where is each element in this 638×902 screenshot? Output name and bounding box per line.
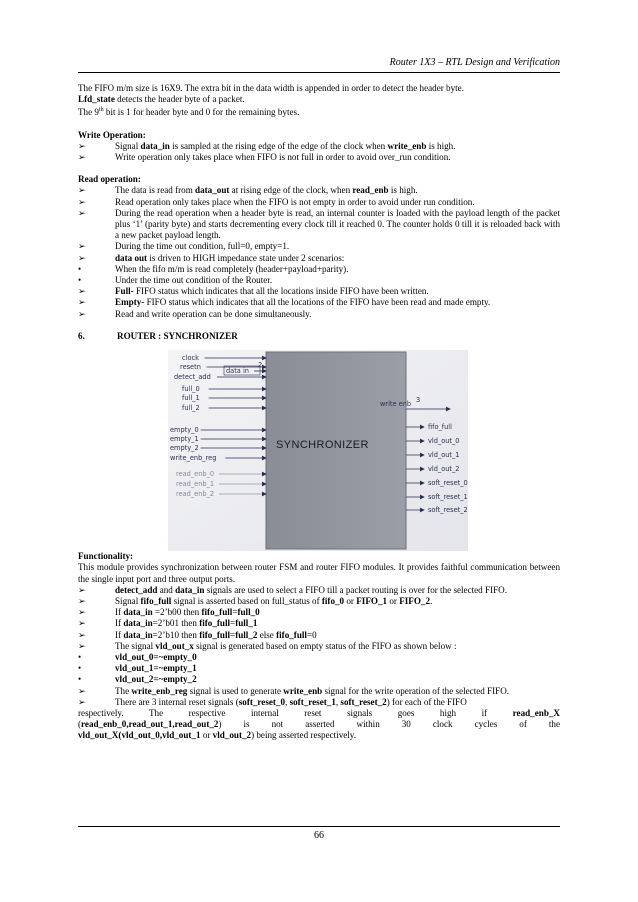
arrow-bullet-icon: ➢ [78,207,86,218]
dot-bullet-icon: • [78,651,82,662]
intro-line-1: The FIFO m/m size is 16X9. The extra bit in the data width is appended in order to detect the header byte. [78,83,464,93]
list-item: ➢ Write operation only takes place when FIFO is not full in order to avoid over_run condition. [78,152,451,163]
arrow-bullet-icon: ➢ [78,629,86,640]
list-item: ➢ detect_add and data_in signals are used to select a FIFO till a packet routing is over for the selected FIFO. [78,584,507,595]
list-item: • vld_out_1=~empty_1 [78,663,197,674]
output-signal-label: soft_reset_2 [428,506,468,515]
list-item: ➢ Empty- FIFO status which indicates that all the locations of the FIFO have been read and made empty. [78,297,491,308]
footer-rule [78,826,560,827]
input-signal-label: write_enb_reg [170,454,217,463]
list-item: • vld_out_0=~empty_0 [78,651,197,662]
input-signal-label: data in [226,367,249,376]
list-item: ➢ If data_in =2’b00 then fifo_full=full_0 [78,607,260,618]
arrow-bullet-icon: ➢ [78,152,86,163]
arrow-bullet-icon: ➢ [78,286,86,297]
dot-bullet-icon: • [78,663,82,674]
dot-bullet-icon: • [78,263,82,274]
list-item: ➢ Read and write operation can be done simultaneously. [78,308,312,319]
input-signal-label: resetn [180,363,201,372]
output-signal-label: write enb [380,400,412,409]
input-signal-label: empty_0 [170,426,199,435]
input-signal-label: detect_add [174,373,211,382]
list-item: ➢ There are 3 internal reset signals (soft_reset_0, soft_reset_1, soft_reset_2) for each of the FIFO [78,696,467,707]
list-item: ➢ Full- FIFO status which indicates that all the locations inside FIFO have been written. [78,286,429,297]
arrow-bullet-icon: ➢ [78,140,86,151]
list-item: • Under the time out condition of the Router. [78,275,273,286]
input-signal-label: full_2 [182,404,200,413]
intro-line-3: The 9th bit is 1 for header byte and 0 for the remaining bytes. [78,107,300,118]
output-signal-label: vld_out_1 [428,451,460,460]
list-item: ➢ If data_in=2’b10 then fifo_full=full_2 else fifo_full=0 [78,629,317,640]
functionality-paragraph: This module provides synchronization between router FSM and router FIFO modules. It provides faithful communication between the single input port and three output ports. [78,562,560,584]
list-item: ➢ If data_in=2’b01 then fifo_full=full_1 [78,618,258,629]
arrow-bullet-icon: ➢ [78,241,86,252]
list-item: ➢ During the time out condition, full=0, empty=1. [78,241,290,252]
arrow-bullet-icon: ➢ [78,685,86,696]
arrow-bullet-icon: ➢ [78,696,86,707]
section-heading: 6. ROUTER : SYNCHRONIZER [78,330,238,341]
list-item: ➢ Signal data_in is sampled at the rising edge of the edge of the clock when write_enb is high. [78,140,456,151]
output-signal-label: soft_reset_1 [428,493,468,502]
list-item: ➢ data out is driven to HIGH impedance state under 2 scenarios: [78,252,345,263]
arrow-bullet-icon: ➢ [78,297,86,308]
arrow-bullet-icon: ➢ [78,584,86,595]
list-item: ➢ Read operation only takes place when the FIFO is not empty in order to avoid under run condition. [78,196,475,207]
synchronizer-block-diagram [78,346,560,551]
input-signal-label: full_0 [182,385,200,394]
page-content [78,83,560,742]
output-signal-label: vld_out_2 [428,465,460,474]
output-signal-label: fifo_full [428,423,452,432]
input-signal-label: read_enb_0 [176,470,215,479]
list-item: ➢ The signal vld_out_x signal is generated based on empty status of the FIFO as shown below : [78,640,457,651]
synchronizer-diagram [78,346,560,551]
functionality-heading: Functionality: [78,551,134,562]
list-item: • vld_out_2=~empty_2 [78,674,197,685]
input-signal-label: empty_1 [170,435,199,444]
reset-line-3: (read_enb_0,read_out_1,read_out_2) is not asserted within 30 clock cycles of the [78,719,560,730]
input-signal-label: clock [182,354,199,363]
write-operation-heading: Write Operation: [78,129,146,140]
arrow-bullet-icon: ➢ [78,595,86,606]
input-signal-label: read_enb_1 [176,480,215,489]
output-signal-label: soft_reset_0 [428,479,468,488]
bus-width-label: 2 [258,361,263,370]
reset-line-2: respectively. The respective internal reset signals goes high if read_enb_X [78,707,560,718]
arrow-bullet-icon: ➢ [78,640,86,651]
list-item: ➢ The write_enb_reg signal is used to generate write_enb signal for the write operation of the selected FIFO. [78,685,510,696]
read-operation-heading: Read operation: [78,174,141,185]
dot-bullet-icon: • [78,275,82,286]
header-rule [78,72,560,73]
arrow-bullet-icon: ➢ [78,308,86,319]
input-signal-label: read_enb_2 [176,490,215,499]
input-signal-label: full_1 [182,394,200,403]
list-item: • When the fifo m/m is read completely (header+payload+parity). [78,263,349,274]
intro-line-2: Lfd_state detects the header byte of a packet. [78,94,245,105]
arrow-bullet-icon: ➢ [78,196,86,207]
out-bus-width-label: 3 [416,396,421,405]
dot-bullet-icon: • [78,674,82,685]
running-header: Router 1X3 – RTL Design and Verification [389,57,560,68]
arrow-bullet-icon: ➢ [78,607,86,618]
list-item: ➢ Signal fifo_full signal is asserted based on full_status of fifo_0 or FIFO_1 or FIFO_2. [78,595,433,606]
block-label: SYNCHRONIZER [276,439,369,452]
reset-line-4: vld_out_X(vld_out_0,vld_out_1 or vld_out_2) being asserted respectively. [78,730,357,741]
page-number: 66 [314,830,324,841]
list-item: ➢ The data is read from data_out at rising edge of the clock, when read_enb is high. [78,185,418,196]
arrow-bullet-icon: ➢ [78,185,86,196]
arrow-bullet-icon: ➢ [78,618,86,629]
output-signal-label: vld_out_0 [428,437,460,446]
input-signal-label: empty_2 [170,444,199,453]
list-item: ➢ During the read operation when a header byte is read, an internal counter is loaded with the payload length of the packet plus ‘1’ (parity byte) and starts decrementing every clock till it reached 0. The counter holds 0 till it is reloaded back with a new packet payload length. [78,207,560,241]
arrow-bullet-icon: ➢ [78,252,86,263]
